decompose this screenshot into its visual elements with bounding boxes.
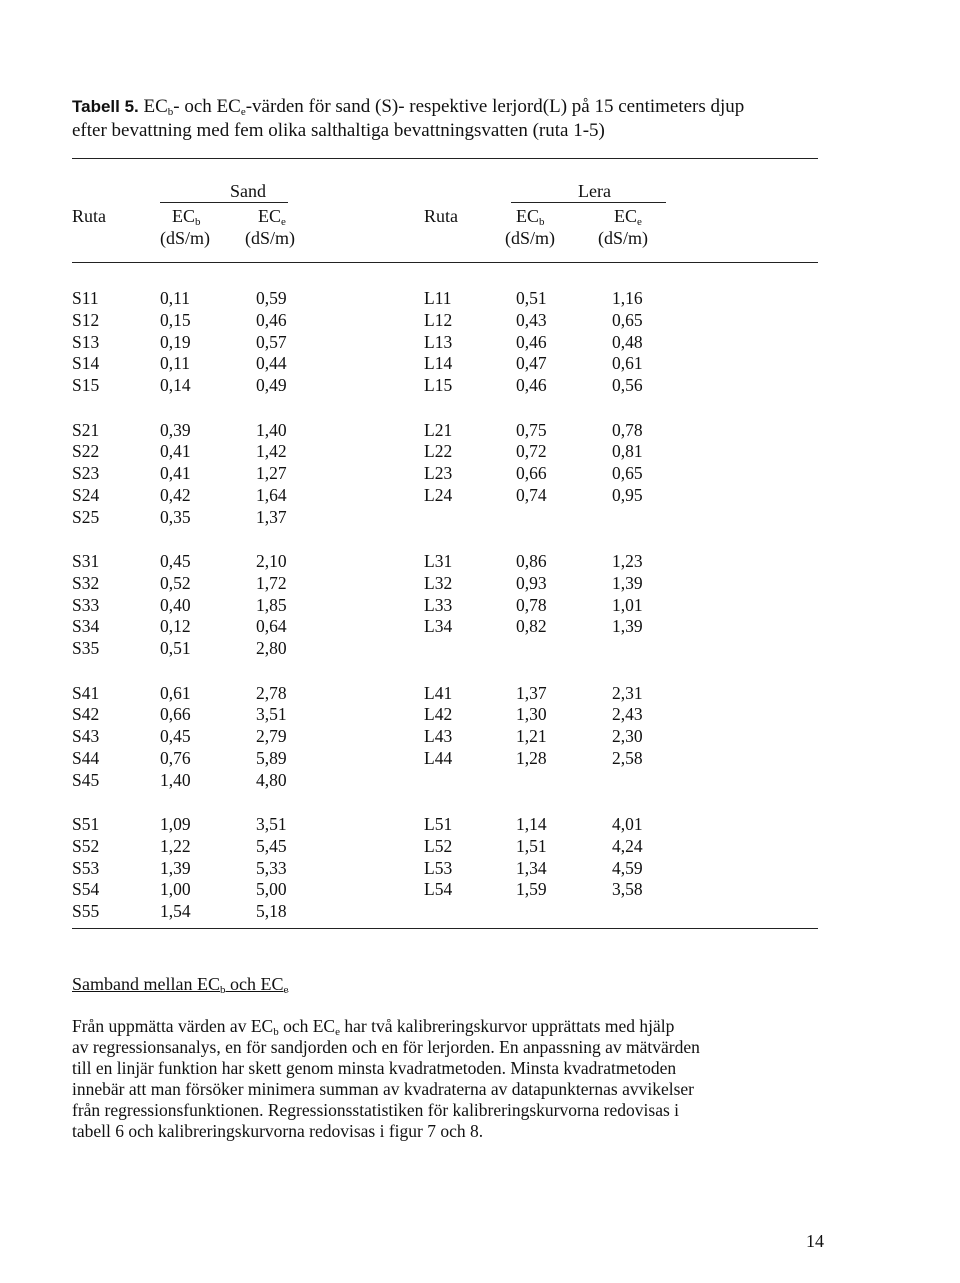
table-cell-ece-lera: 3,58 — [612, 879, 643, 900]
table-cell-ece-sand: 2,10 — [256, 551, 287, 571]
table-cell-ecb-sand: 0,52 — [160, 572, 191, 593]
table-cell-ecb-sand: 1,22 — [160, 835, 191, 856]
table-cell-ecb-lera: 1,59 — [516, 879, 547, 900]
table-cell-ece-sand: 3,51 — [256, 704, 287, 725]
table-cell-ece-sand: 5,89 — [256, 747, 287, 768]
table-cell-ruta-lera: L42 — [424, 704, 453, 725]
table-cell-ruta-lera: L22 — [424, 441, 453, 462]
table-cell-ruta-sand: S24 — [72, 484, 100, 505]
table-cell-ece-sand: 5,33 — [256, 857, 287, 878]
table-cell-ruta-lera: L23 — [424, 463, 453, 484]
paragraph-line-2: av regressionsanalys, en för sandjorden och en för lerjorden. En anpassning av mätvärden — [72, 1037, 700, 1057]
table-cell-ruta-sand: S31 — [72, 551, 100, 571]
table-cell-ruta-lera: L51 — [424, 814, 453, 834]
table-cell-ece-sand: 1,42 — [256, 441, 287, 462]
table-cell-ecb-sand: 0,15 — [160, 309, 191, 330]
table-cell-ece-lera: 4,59 — [612, 857, 643, 878]
table-cell-ece-sand: 2,78 — [256, 682, 287, 703]
table-cell-ecb-lera: 1,14 — [516, 814, 547, 834]
sand-group-header: Sand — [230, 181, 266, 201]
table-cell-ecb-lera: 0,43 — [516, 309, 547, 330]
table-cell-ruta-sand: S45 — [72, 769, 100, 790]
lera-group-header: Lera — [578, 181, 611, 201]
paragraph-line-5: från regressionsfunktionen. Regressionsstatistiken för kalibreringskurvorna redovisas i — [72, 1100, 680, 1120]
table-cell-ece-sand: 3,51 — [256, 814, 287, 834]
table-cell-ruta-sand: S22 — [72, 441, 100, 462]
table-cell-ecb-lera: 0,75 — [516, 419, 547, 440]
table-cell-ecb-lera: 1,51 — [516, 835, 547, 856]
table-cell-ruta-sand: S42 — [72, 704, 100, 725]
table-cell-ece-sand: 4,80 — [256, 769, 287, 790]
table-cell-ecb-sand: 0,39 — [160, 419, 191, 440]
paragraph-line-6: tabell 6 och kalibreringskurvorna redovisas i figur 7 och 8. — [72, 1121, 484, 1141]
table-cell-ruta-sand: S52 — [72, 835, 100, 856]
table-caption-line2: efter bevattning med fem olika salthaltiga bevattningsvatten (ruta 1-5) — [72, 120, 605, 141]
unit-ecb-sand: (dS/m) — [160, 228, 211, 248]
table-cell-ece-lera: 2,30 — [612, 726, 643, 747]
table-cell-ecb-sand: 0,66 — [160, 704, 191, 725]
table-cell-ece-lera: 0,56 — [612, 375, 643, 396]
table-cell-ruta-sand: S33 — [72, 594, 100, 615]
table-cell-ruta-sand: S34 — [72, 616, 100, 637]
table-cell-ece-sand: 0,57 — [256, 331, 287, 352]
table-cell-ecb-lera: 1,34 — [516, 857, 547, 878]
table-cell-ruta-sand: S51 — [72, 814, 100, 834]
table-cell-ecb-sand: 0,11 — [160, 353, 190, 374]
table-cell-ecb-sand: 1,40 — [160, 769, 191, 790]
col-header-ecb-sand: $EC_b$ — [172, 206, 201, 228]
table-bottom-rule — [72, 928, 818, 929]
table-cell-ecb-lera: 1,28 — [516, 747, 547, 768]
table-cell-ruta-sand: S41 — [72, 682, 100, 703]
table-cell-ecb-lera: 1,37 — [516, 682, 547, 703]
table-cell-ruta-lera: L52 — [424, 835, 453, 856]
table-cell-ece-sand: 1,85 — [256, 594, 287, 615]
col-header-ruta-sand: Ruta — [72, 206, 106, 226]
table-cell-ruta-lera: L43 — [424, 726, 453, 747]
table-cell-ece-lera: 1,01 — [612, 594, 643, 615]
table-cell-ruta-lera: L11 — [424, 288, 452, 308]
table-cell-ecb-sand: 0,41 — [160, 463, 191, 484]
section-heading: Samband mellan $EC_b$ och $EC_e$ — [72, 974, 289, 996]
table-cell-ecb-lera: 1,21 — [516, 726, 547, 747]
sand-underline — [160, 202, 288, 203]
table-cell-ruta-lera: L24 — [424, 484, 453, 505]
table-cell-ruta-lera: L12 — [424, 309, 453, 330]
table-cell-ecb-lera: 0,47 — [516, 353, 547, 374]
table-cell-ecb-lera: 1,30 — [516, 704, 547, 725]
table-cell-ece-lera: 1,23 — [612, 551, 643, 571]
table-cell-ecb-sand: 0,76 — [160, 747, 191, 768]
table-cell-ecb-sand: 0,14 — [160, 375, 191, 396]
table-cell-ruta-sand: S12 — [72, 309, 100, 330]
table-cell-ece-lera: 1,39 — [612, 572, 643, 593]
table-cell-ece-sand: 0,46 — [256, 309, 287, 330]
table-cell-ece-lera: 0,65 — [612, 309, 643, 330]
table-cell-ruta-sand: S11 — [72, 288, 99, 308]
table-cell-ruta-lera: L34 — [424, 616, 453, 637]
table-cell-ruta-sand: S23 — [72, 463, 100, 484]
table-cell-ecb-sand: 0,42 — [160, 484, 191, 505]
table-cell-ecb-sand: 0,12 — [160, 616, 191, 637]
table-cell-ruta-sand: S32 — [72, 572, 100, 593]
unit-ece-lera: (dS/m) — [598, 228, 649, 248]
table-cell-ruta-lera: L14 — [424, 353, 453, 374]
table-cell-ruta-lera: L54 — [424, 879, 453, 900]
table-cell-ruta-lera: L53 — [424, 857, 453, 878]
table-cell-ece-sand: 1,37 — [256, 506, 287, 527]
table-cell-ece-sand: 1,72 — [256, 572, 287, 593]
unit-ecb-lera: (dS/m) — [505, 228, 556, 248]
table-cell-ece-lera: 4,24 — [612, 835, 643, 856]
table-cell-ecb-sand: 0,51 — [160, 638, 191, 659]
table-cell-ruta-sand: S21 — [72, 419, 100, 440]
table-cell-ecb-sand: 0,11 — [160, 288, 190, 308]
table-cell-ruta-sand: S53 — [72, 857, 100, 878]
table-cell-ecb-lera: 0,82 — [516, 616, 547, 637]
table-cell-ece-sand: 5,00 — [256, 879, 287, 900]
table-cell-ecb-sand: 0,61 — [160, 682, 191, 703]
table-cell-ruta-lera: L13 — [424, 331, 453, 352]
table-cell-ece-lera: 0,61 — [612, 353, 643, 374]
table-cell-ruta-sand: S25 — [72, 506, 100, 527]
table-cell-ecb-lera: 0,93 — [516, 572, 547, 593]
table-cell-ruta-sand: S54 — [72, 879, 100, 900]
caption-label: Tabell 5. — [72, 97, 139, 116]
table-cell-ece-sand: 0,44 — [256, 353, 287, 374]
table-cell-ece-sand: 1,40 — [256, 419, 287, 440]
col-header-ecb-lera: $EC_b$ — [516, 206, 545, 228]
table-cell-ecb-sand: 0,45 — [160, 551, 191, 571]
table-cell-ece-lera: 1,39 — [612, 616, 643, 637]
table-cell-ruta-sand: S43 — [72, 726, 100, 747]
table-cell-ece-sand: 0,59 — [256, 288, 287, 308]
page-number: 14 — [806, 1231, 824, 1251]
table-cell-ruta-sand: S55 — [72, 901, 100, 922]
table-cell-ece-lera: 2,43 — [612, 704, 643, 725]
table-cell-ece-lera: 0,65 — [612, 463, 643, 484]
table-cell-ece-lera: 0,48 — [612, 331, 643, 352]
paragraph-line-4: innebär att man försöker minimera summan av kvadraterna av datapunkternas avvikelser — [72, 1079, 694, 1099]
paragraph-line-3: till en linjär funktion har skett genom minsta kvadratmetoden. Minsta kvadratmetoden — [72, 1058, 677, 1078]
table-cell-ecb-lera: 0,72 — [516, 441, 547, 462]
table-cell-ruta-lera: L44 — [424, 747, 453, 768]
table-cell-ece-lera: 2,31 — [612, 682, 643, 703]
table-cell-ece-lera: 0,95 — [612, 484, 643, 505]
table-cell-ece-sand: 0,64 — [256, 616, 287, 637]
table-cell-ecb-lera: 0,78 — [516, 594, 547, 615]
table-cell-ece-lera: 1,16 — [612, 288, 643, 308]
table-cell-ruta-sand: S13 — [72, 331, 100, 352]
table-cell-ece-sand: 5,45 — [256, 835, 287, 856]
table-cell-ecb-lera: 0,74 — [516, 484, 547, 505]
table-cell-ece-sand: 5,18 — [256, 901, 287, 922]
table-cell-ecb-sand: 0,35 — [160, 506, 191, 527]
table-cell-ruta-lera: L32 — [424, 572, 453, 593]
table-cell-ecb-sand: 1,54 — [160, 901, 191, 922]
table-cell-ecb-lera: 0,66 — [516, 463, 547, 484]
table-cell-ece-sand: 2,79 — [256, 726, 287, 747]
table-cell-ecb-sand: 0,45 — [160, 726, 191, 747]
col-header-ruta-lera: Ruta — [424, 206, 458, 226]
table-cell-ece-lera: 0,78 — [612, 419, 643, 440]
table-cell-ecb-sand: 0,40 — [160, 594, 191, 615]
table-cell-ecb-sand: 0,19 — [160, 331, 191, 352]
table-cell-ruta-lera: L41 — [424, 682, 453, 703]
table-cell-ruta-lera: L31 — [424, 551, 453, 571]
table-cell-ruta-lera: L33 — [424, 594, 453, 615]
table-cell-ece-sand: 1,64 — [256, 484, 287, 505]
table-cell-ruta-sand: S14 — [72, 353, 100, 374]
table-cell-ece-lera: 0,81 — [612, 441, 643, 462]
table-header-rule — [72, 262, 818, 263]
table-top-rule — [72, 158, 818, 159]
table-cell-ruta-lera: L15 — [424, 375, 453, 396]
table-cell-ece-lera: 2,58 — [612, 747, 643, 768]
table-cell-ece-sand: 0,49 — [256, 375, 287, 396]
table-cell-ruta-sand: S44 — [72, 747, 100, 768]
table-cell-ecb-lera: 0,46 — [516, 375, 547, 396]
table-cell-ruta-lera: L21 — [424, 419, 453, 440]
table-cell-ecb-lera: 0,46 — [516, 331, 547, 352]
table-cell-ece-sand: 2,80 — [256, 638, 287, 659]
table-cell-ecb-sand: 0,41 — [160, 441, 191, 462]
table-cell-ece-sand: 1,27 — [256, 463, 287, 484]
table-cell-ruta-sand: S15 — [72, 375, 100, 396]
unit-ece-sand: (dS/m) — [245, 228, 296, 248]
table-cell-ecb-sand: 1,39 — [160, 857, 191, 878]
lera-underline — [511, 202, 666, 203]
paragraph-line-1: Från uppmätta värden av $EC_b$ och $EC_e$ har två kalibreringskurvor upprättats med hjälp — [72, 1016, 675, 1038]
table-caption: Tabell 5. $EC_b-$ och $EC_e$-värden för sand (S)- respektive lerjord(L) på 15 centimeters djup — [72, 96, 745, 118]
table-cell-ecb-sand: 1,00 — [160, 879, 191, 900]
table-cell-ecb-lera: 0,51 — [516, 288, 547, 308]
table-cell-ecb-lera: 0,86 — [516, 551, 547, 571]
table-cell-ece-lera: 4,01 — [612, 814, 643, 834]
table-cell-ecb-sand: 1,09 — [160, 814, 191, 834]
col-header-ece-sand: $EC_e$ — [258, 206, 286, 228]
col-header-ece-lera: $EC_e$ — [614, 206, 642, 228]
table-cell-ruta-sand: S35 — [72, 638, 100, 659]
